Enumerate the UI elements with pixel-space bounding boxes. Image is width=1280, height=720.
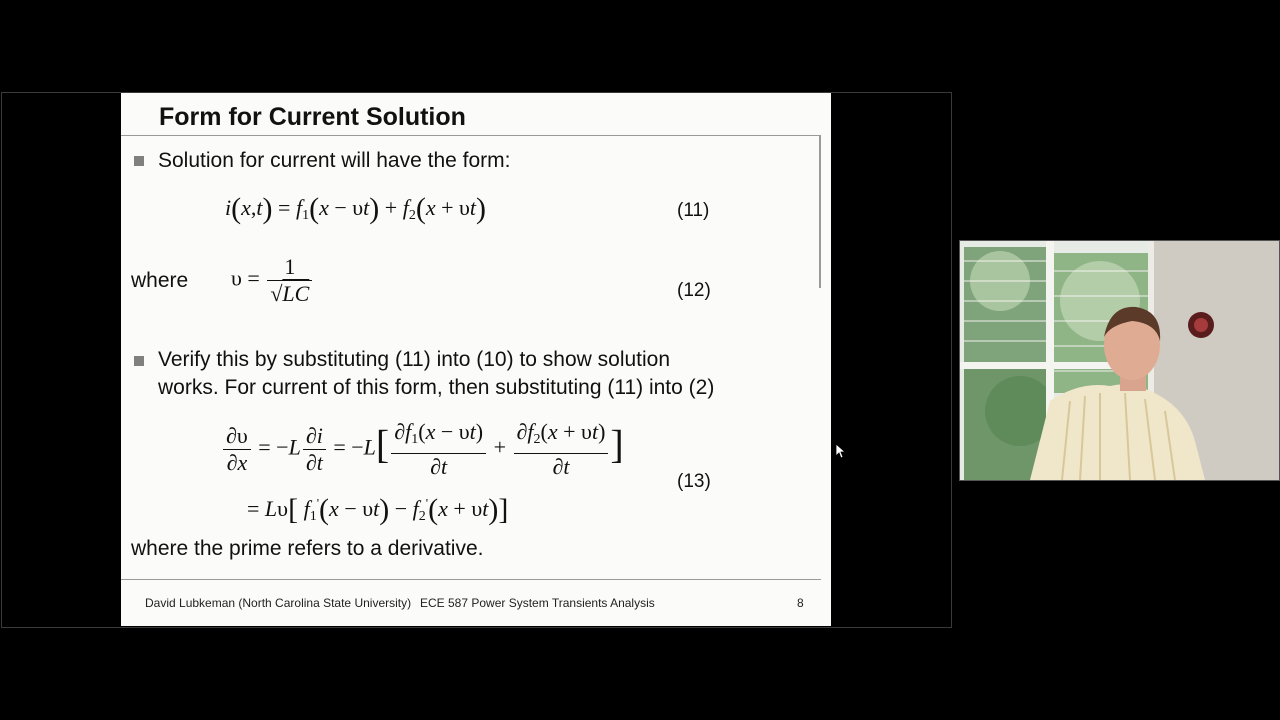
equation-13-line-2: = Lυ[ $f_1'(x - \upsilon t) - f_2'(x + \upsilon t)$] xyxy=(247,493,509,526)
equation-number-13: (13) xyxy=(677,471,711,492)
footer-author: David Lubkeman (North Carolina State University) xyxy=(145,596,412,610)
bullet-text-1: Solution for current will have the form: xyxy=(158,149,511,172)
title-divider-vertical xyxy=(819,135,821,288)
prime-note: where the prime refers to a derivative. xyxy=(131,537,484,560)
bullet-marker xyxy=(134,156,144,166)
presenter-video-frame xyxy=(960,241,1279,480)
bullet-marker xyxy=(134,356,144,366)
equation-number-11: (11) xyxy=(677,200,710,221)
equation-number-12: (12) xyxy=(677,280,711,301)
mouse-pointer-icon xyxy=(836,444,846,460)
equation-11: $i(x,t) = f_1(x - \upsilon t) + f_2(x + \upsilon t)$ xyxy=(225,192,487,225)
equation-12: υ = $\frac{1}{√LC}$ xyxy=(231,254,314,307)
title-divider xyxy=(121,135,820,136)
footer-divider xyxy=(121,579,821,580)
bullet-text-2-line-1: Verify this by substituting (11) into (10) to show solution xyxy=(158,348,671,371)
slide-title: Form for Current Solution xyxy=(159,103,466,131)
webcam-video xyxy=(959,240,1280,481)
equation-13-line-1: $\frac{\partial\upsilon}{\partial x}$ = −L $\frac{\partial i}{\partial t}$ = −L[ $\frac{\partial f_1(x - \upsilon t)}{\partial t}$ + $\frac{\partial f_2(x + \upsilon t)}{\partial t}$ ] xyxy=(221,419,624,480)
footer-course: ECE 587 Power System Transients Analysis xyxy=(420,596,655,610)
where-label: where xyxy=(131,269,189,292)
presentation-slide xyxy=(121,93,831,626)
slide-page-number: 8 xyxy=(797,596,804,610)
bullet-text-2-line-2: works. For current of this form, then substituting (11) into (2) xyxy=(158,376,715,399)
